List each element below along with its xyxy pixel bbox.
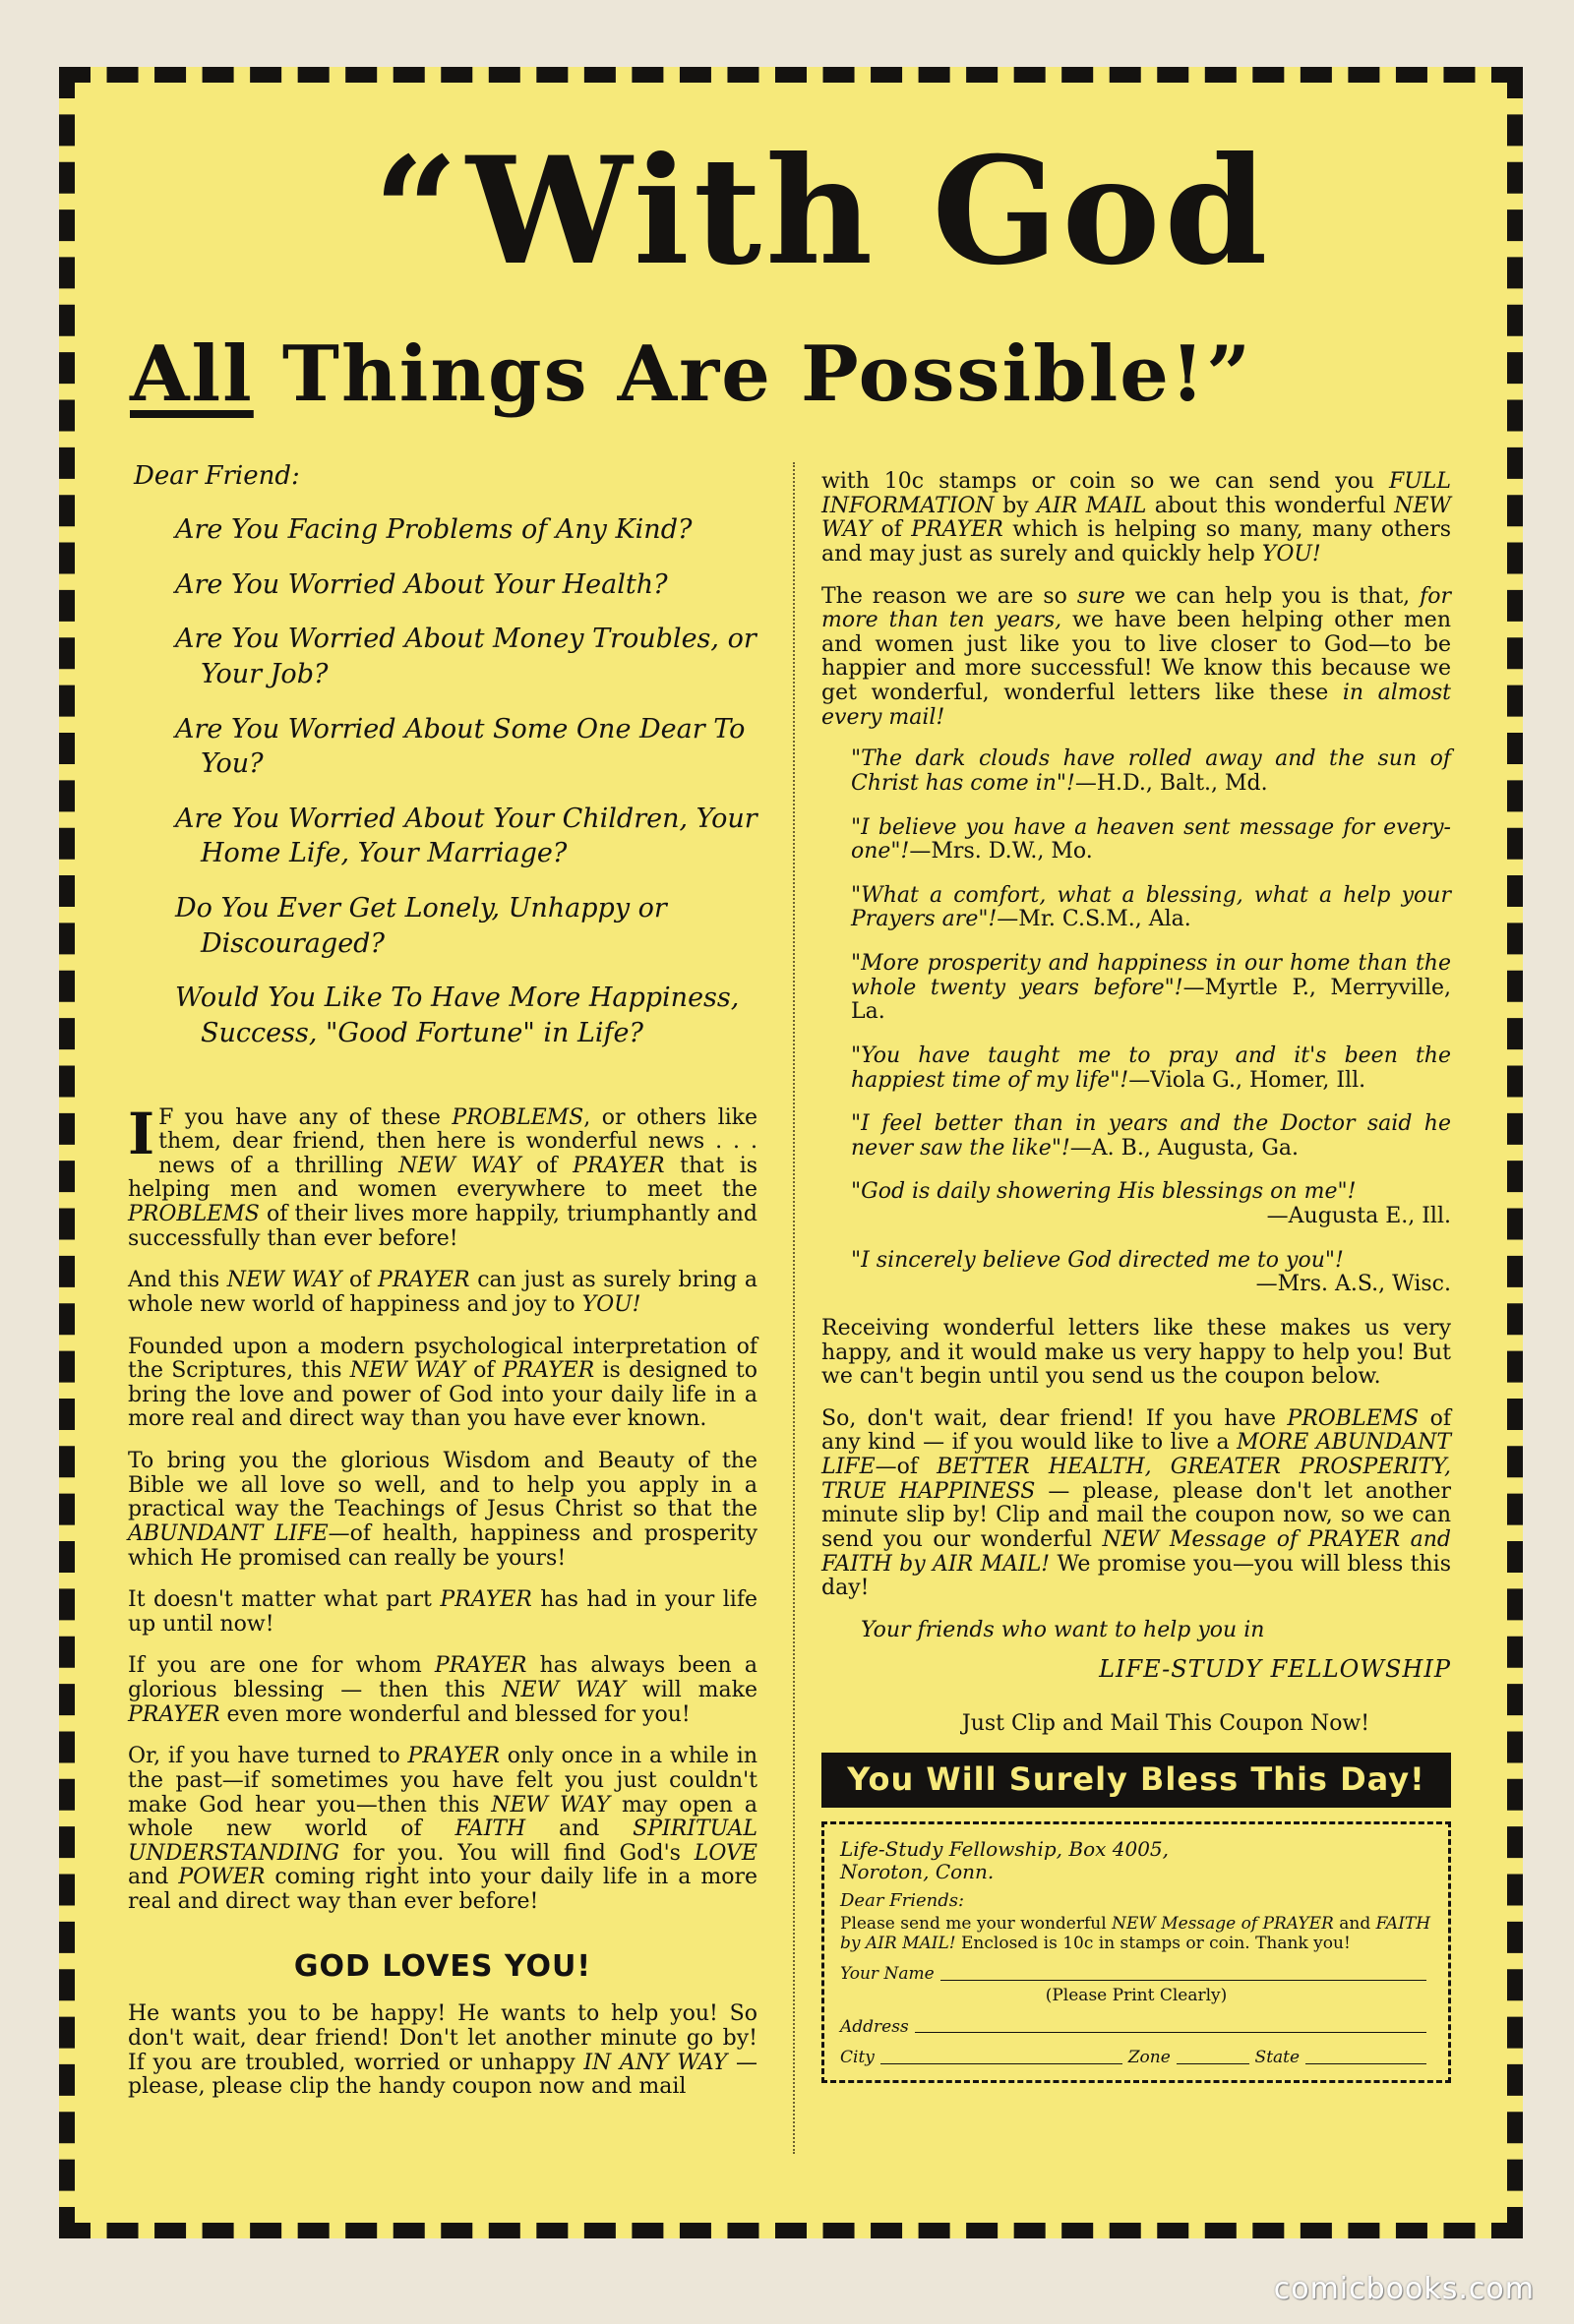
paragraph-2: And this NEW WAY of PRAYER can just as surely bring a whole new world of happiness and joy to YOU!	[128, 1268, 758, 1317]
testimonial: "I feel better than in years and the Doctor said he never saw the like"!—A. B., Augusta, Ga.	[851, 1111, 1451, 1161]
testimonial: "The dark clouds have rolled away and the sun of Christ has come in"!—H.D., Balt., Md.	[851, 746, 1451, 796]
paragraph-6: If you are one for whom PRAYER has always been a glorious blessing — then this NEW WAY will make PRAYER even more wonderful and blessed for you!	[128, 1653, 757, 1727]
name-field[interactable]: Your Name	[840, 1965, 1432, 1985]
testimonial: "More prosperity and happiness in our home than the whole twenty years before"!—Myrtle P., Merryville, La.	[851, 951, 1451, 1025]
paragraph-7: Or, if you have turned to PRAYER only once in a while in the past—if sometimes you have felt you just couldn't make God hear you—then this NEW WAY may open a whole new world of FAITH and SPIRITUAL UNDERSTANDING for you. You will find God's LOVE and POWER coming right into your daily life in a more real and direct way than ever before!	[128, 1744, 757, 1915]
paragraph-8: He wants you to be happy! He wants to help you! So don't wait, dear friend! Don't let another minute go by! If you are troubled, worried or unhappy IN ANY WAY —please, please clip the handy coupon now and mail	[128, 2001, 757, 2100]
question-item: Are You Worried About Your Health?	[175, 568, 668, 600]
please-print-note: (Please Print Clearly)	[1045, 1986, 1228, 2006]
column-divider	[793, 462, 797, 2154]
paragraph-3: Founded upon a modern psychological interpretation of the Scriptures, this NEW WAY of PRAYER is designed to bring the love and power of God into your daily life in a more real and direct way than you have ever known.	[128, 1334, 758, 1432]
state-line[interactable]	[1305, 2062, 1426, 2064]
site-watermark: comicbooks.com	[1273, 2272, 1535, 2306]
testimonial: "God is daily showering His blessings on me"! —Augusta E., Ill.	[851, 1179, 1451, 1228]
coupon-address: Life-Study Fellowship, Box 4005, Noroton, Conn.	[840, 1836, 1170, 1883]
address-field[interactable]: Address	[840, 2018, 1432, 2038]
right-paragraph-1: with 10c stamps or coin so we can send you FULL INFORMATION by AIR MAIL about this wonderful NEW WAY of PRAYER which is helping so many, many others and may just as surely and quickly help YOU!	[821, 469, 1452, 566]
headline-line-2-rest: Things Are Possible!”	[253, 329, 1252, 419]
coupon-body: Please send me your wonderful NEW Message of PRAYER and FAITH by AIR MAIL! Enclosed is 10c in stamps or coin. Thank you!	[840, 1914, 1431, 1953]
question-item: Would You Like To Have More Happiness, Success, "Good Fortune" in Life?	[175, 983, 740, 1048]
signoff: Your friends who want to help you in	[861, 1617, 1265, 1642]
right-paragraph-3: Receiving wonderful letters like these makes us very happy, and it would make us very happy to help you! But we can't begin until you send us the coupon below.	[821, 1315, 1451, 1390]
question-item: Are You Worried About Money Troubles, or Your Job?	[175, 624, 757, 689]
clip-instruction: Just Clip and Mail This Coupon Now!	[961, 1711, 1370, 1737]
right-paragraph-4: So, don't wait, dear friend! If you have PROBLEMS of any kind — if you would like to live a MORE ABUNDANT LIFE—of BETTER HEALTH, GREATER PROSPERITY, TRUE HAPPINESS — please, please don't let another minute slip by! Clip and mail the coupon now, so we can send you our wonderful NEW Message of PRAYER and FAITH by AIR MAIL! We promise you—you will bless this day!	[821, 1405, 1451, 1601]
paragraph-4: To bring you the glorious Wisdom and Beauty of the Bible we all love so well, and to help you apply in a practical way the Teachings of Jesus Christ so that the ABUNDANT LIFE—of health, happiness and prosperity which He promised can really be yours!	[128, 1449, 757, 1571]
question-item: Do You Ever Get Lonely, Unhappy or Discouraged?	[175, 893, 667, 959]
drop-cap: I	[128, 1100, 155, 1167]
left-column	[128, 462, 757, 2117]
question-item: Are You Facing Problems of Any Kind?	[175, 514, 693, 546]
headline-underlined-word: All	[130, 329, 254, 419]
question-item: Are You Worried About Some One Dear To You?	[175, 713, 746, 780]
headline-line-2	[130, 329, 1497, 419]
mail-coupon[interactable]	[821, 1821, 1451, 2083]
zone-line[interactable]	[1177, 2062, 1249, 2064]
right-column	[821, 470, 1451, 2083]
right-paragraph-2: The reason we are so sure we can help you is that, for more than ten years, we have been helping other men and women just like you to live closer to God—to be happier and more successful! We know this because we get wonderful, wonderful letters like these in almost every mail!	[821, 583, 1451, 730]
coupon-salutation: Dear Friends:	[840, 1889, 965, 1911]
greeting: Dear Friend:	[134, 461, 300, 491]
section-heading: GOD LOVES YOU!	[293, 1948, 592, 1984]
city-line[interactable]	[880, 2062, 1122, 2064]
headline-line-1: “With God	[373, 125, 1272, 298]
name-line[interactable]	[940, 1979, 1426, 1981]
testimonial: "I sincerely believe God directed me to you"! —Mrs. A.S., Wisc.	[851, 1247, 1451, 1297]
testimonial: "I believe you have a heaven sent message for every-one"!—Mrs. D.W., Mo.	[851, 814, 1451, 864]
address-line[interactable]	[915, 2031, 1426, 2033]
paragraph-1: I F you have any of these PROBLEMS, or others like them, dear friend, then here is wonderful news . . . news of a thrilling NEW WAY of PRAYER that is helping men and women everywhere to meet the PROBLEMS of their lives more happily, triumphantly and successfully than ever before!	[128, 1100, 758, 1251]
organization-name: LIFE-STUDY FELLOWSHIP	[1099, 1655, 1451, 1684]
question-list	[128, 512, 757, 1051]
city-zone-state-field[interactable]: City Zone State	[840, 2049, 1432, 2068]
question-item: Are You Worried About Your Children, Your Home Life, Your Marriage?	[175, 803, 757, 869]
testimonial: "You have taught me to pray and it's been the happiest time of my life"!—Viola G., Homer, Ill.	[851, 1043, 1451, 1093]
paragraph-5: It doesn't matter what part PRAYER has had in your life up until now!	[128, 1587, 757, 1637]
bless-banner: You Will Surely Bless This Day!	[821, 1753, 1451, 1808]
testimonial: "What a comfort, what a blessing, what a help your Prayers are"!—Mr. C.S.M., Ala.	[851, 882, 1451, 932]
